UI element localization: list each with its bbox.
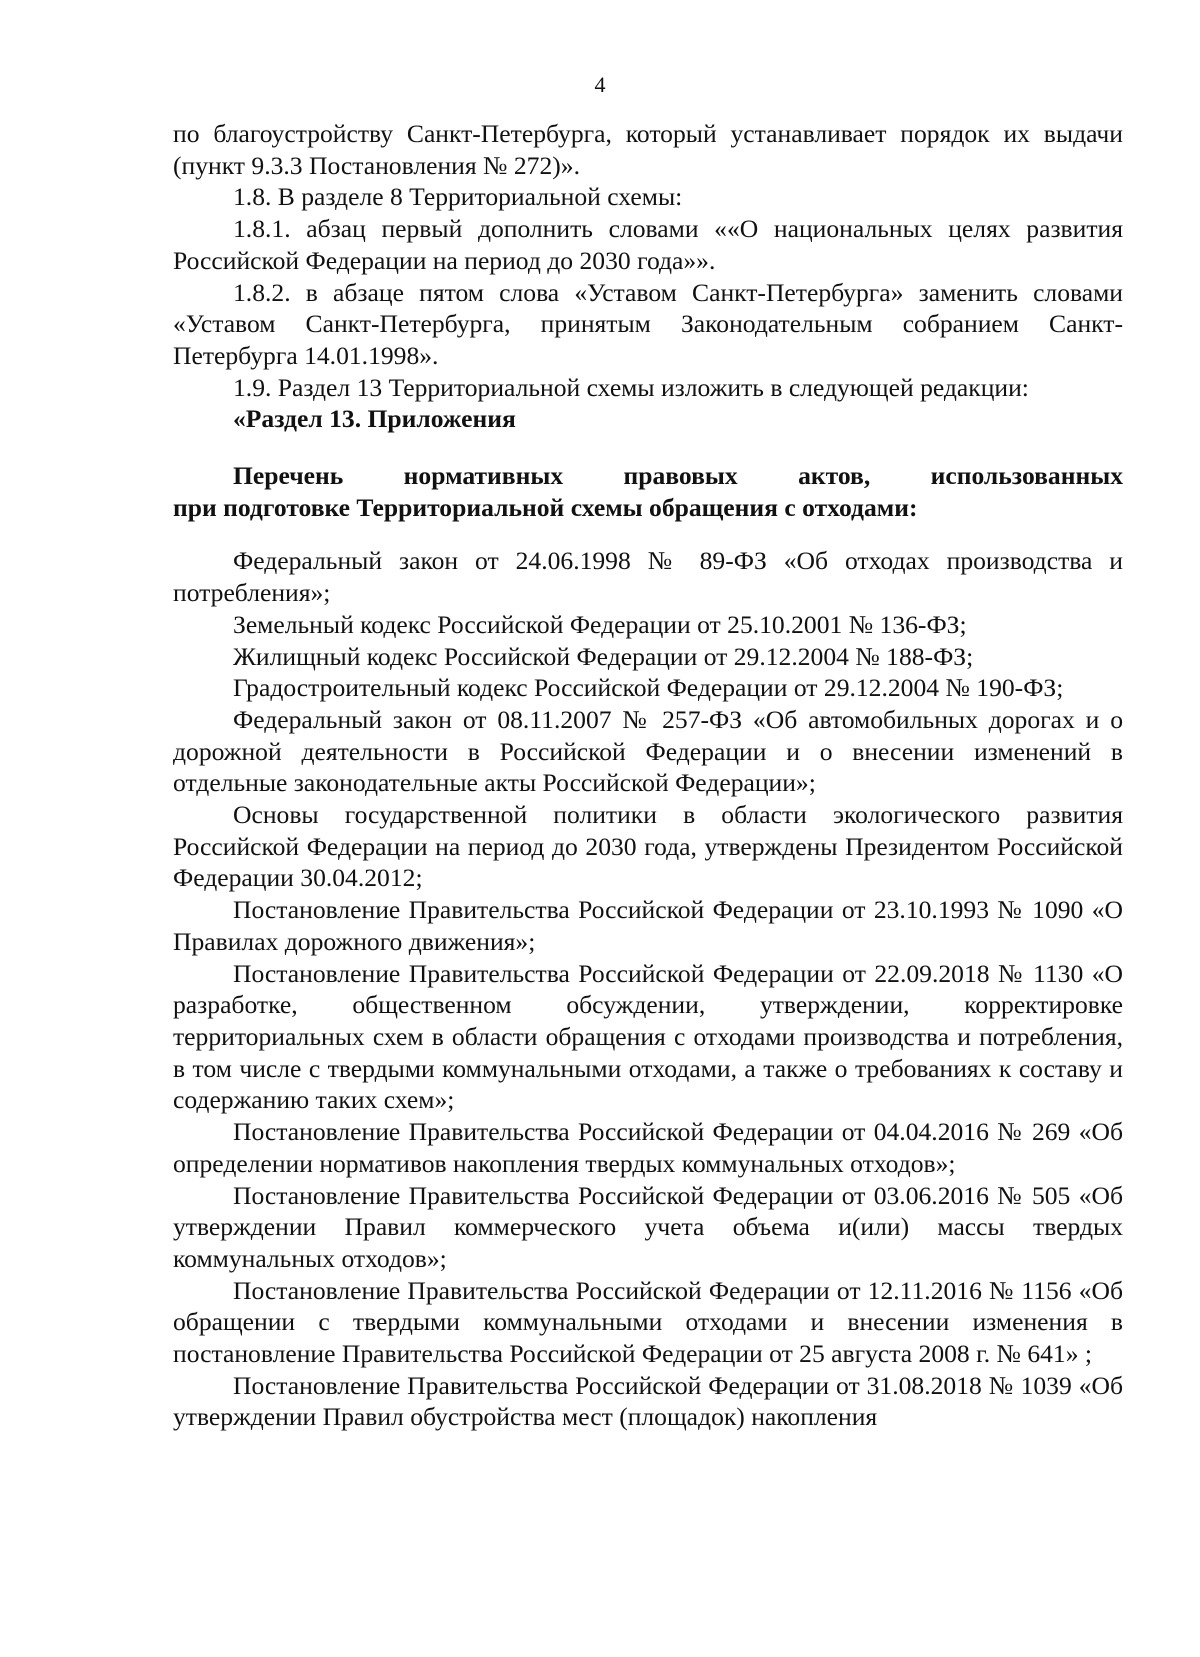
act-item: Постановление Правительства Российской Федерации от 12.11.2016 № 1156 «Об обращении с твердыми коммунальными отходами и внесении изменения в постановление Правительства Российской Федерации от 25 августа 2008 г. № 641» ; [173,1275,1123,1369]
act-item: Земельный кодекс Российской Федерации от 25.10.2001 № 136-ФЗ; [233,609,967,639]
section-title: «Раздел 13. Приложения [233,404,516,434]
act-item: Федеральный закон от 24.06.1998 № 89-ФЗ «Об отходах производства и потребления»; [173,546,1123,608]
act-item: Постановление Правительства Российской Федерации от 23.10.1993 № 1090 «О Правилах дорожного движения»; [173,895,1123,956]
act-item: Федеральный закон от 08.11.2007 № 257-ФЗ «Об автомобильных дорогах и о дорожной деятельности в Российской Федерации и о внесении изменений в отдельные законодательные акты Российской Федерации»; [173,704,1123,798]
paragraph-continuation: по благоустройству Санкт-Петербурга, который устанавливает порядок их выдачи (пункт 9.3.3 Постановления № 272)». [173,119,1123,180]
act-item: Постановление Правительства Российской Федерации от 31.08.2018 № 1039 «Об утверждении Правил обустройства мест (площадок) накопления [173,1370,1123,1432]
paragraph-1-8-2: 1.8.2. в абзаце пятом слова «Уставом Санкт-Петербурга» заменить словами «Уставом Санкт-Петербурга, принятым Законодательным собранием Санкт-Петербурга 14.01.1998». [173,277,1123,370]
act-item: Постановление Правительства Российской Федерации от 22.09.2018 № 1130 «О разработке, общественном обсуждении, утверждении, корректировке территориальных схем в области обращения с отходами производства и потребления, в том числе с твердыми коммунальными отходами, а также о требованиях к составу и содержанию таких схем»; [173,958,1123,1115]
act-item: Жилищный кодекс Российской Федерации от 29.12.2004 № 188-ФЗ; [233,641,974,671]
act-item: Градостроительный кодекс Российской Федерации от 29.12.2004 № 190-ФЗ; [233,673,1064,703]
paragraph-1-8: 1.8. В разделе 8 Территориальной схемы: [233,182,683,212]
document-body [173,118,1123,1433]
paragraph-1-9: 1.9. Раздел 13 Территориальной схемы изложить в следующей редакции: [233,372,1029,402]
paragraph-1-8-1: 1.8.1. абзац первый дополнить словами ««О национальных целях развития Российской Федерации на период до 2030 года»». [173,214,1123,275]
act-item: Основы государственной политики в области экологического развития Российской Федерации на период до 2030 года, утверждены Президентом Российской Федерации 30.04.2012; [173,800,1123,893]
act-item: Постановление Правительства Российской Федерации от 04.04.2016 № 269 «Об определении нормативов накопления твердых коммунальных отходов»; [173,1117,1123,1178]
act-item: Постановление Правительства Российской Федерации от 03.06.2016 № 505 «Об утверждении Правил коммерческого учета объема и(или) массы твердых коммунальных отходов»; [173,1180,1123,1273]
list-heading [173,460,1123,523]
list-heading-line-2: при подготовке Территориальной схемы обращения с отходами: [173,492,918,522]
page-number: 4 [594,72,606,97]
list-heading-line-1: Перечень нормативных правовых актов, использованных [233,461,1123,491]
